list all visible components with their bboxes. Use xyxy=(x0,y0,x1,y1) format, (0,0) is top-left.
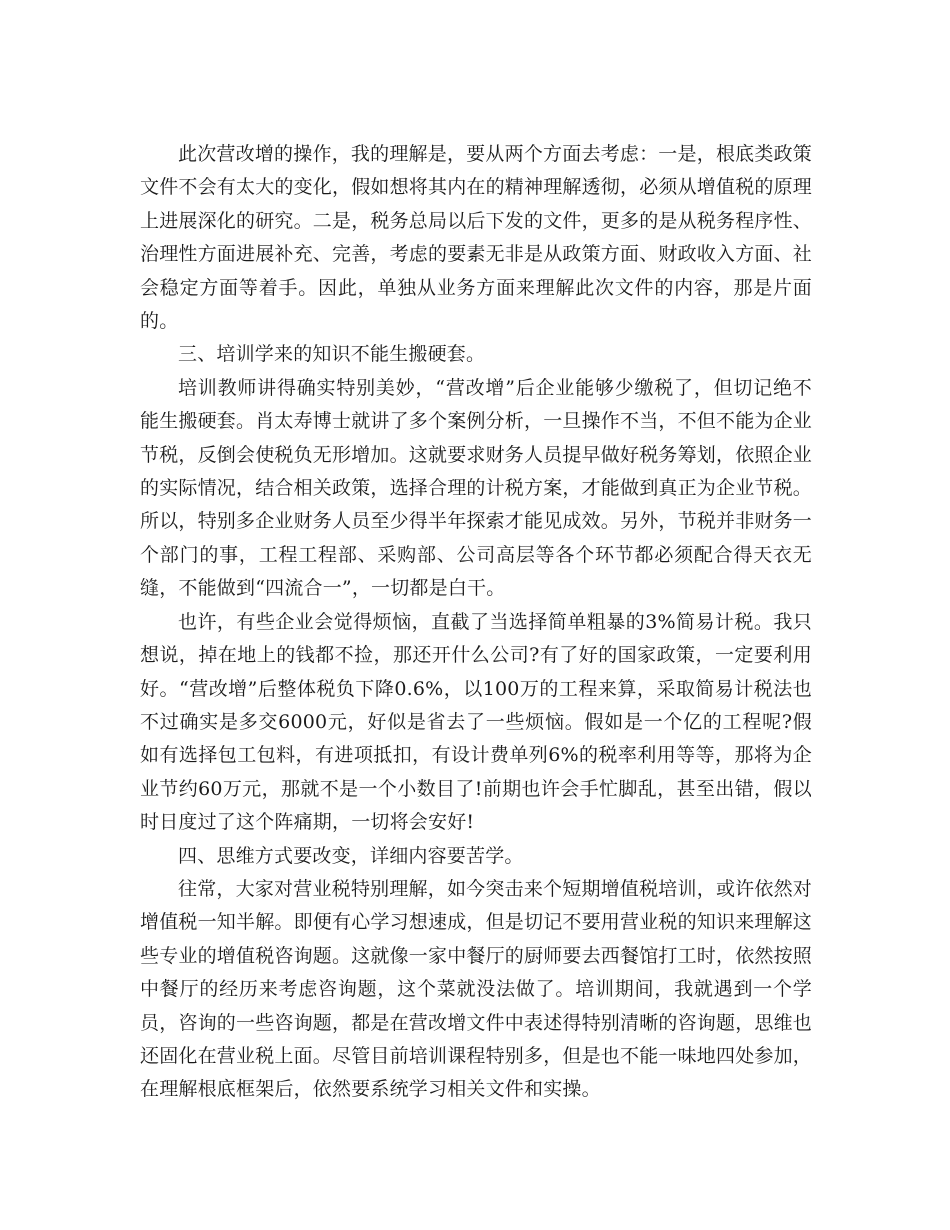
paragraph-mindset: 往常，大家对营业税特别理解，如今突击来个短期增值税培训，或许依然对增值税一知半解。即便有心学习想速成，但是切记不要用营业税的知识来理解这些专业的增值税咨询题。这就像一家中餐厅的厨师要去西餐馆打工时，依然按照中餐厅的经历来考虑咨询题，这个菜就没法做了。培训期间，我就遇到一个学员，咨询的一些咨询题，都是在营改增文件中表述得特别清晰的咨询题，思维也还固化在营业税上面。尽管目前培训课程特别多，但是也不能一味地四处参加，在理解根底框架后，依然要系统学习相关文件和实操。 xyxy=(140,877,813,1101)
section-heading-four: 四、思维方式要改变，详细内容要苦学。 xyxy=(178,844,524,867)
paragraph-simple-tax: 也许，有些企业会觉得烦恼，直截了当选择简单粗暴的3%简易计税。我只想说，掉在地上的钱都不捡，那还开什么公司?有了好的国家政策，一定要利用好。“营改增”后整体税负下降0.6%，以100万的工程来算，采取简易计税法也不过确实是多交6000元，好似是省去了一些烦恼。假如是一个亿的工程呢?假如有选择包工包料，有进项抵扣，有设计费单列6%的税率利用等等，那将为企业节约60万元，那就不是一个小数目了!前期也许会手忙脚乱，甚至出错，假以时日度过了这个阵痛期，一切将会安好! xyxy=(140,610,812,834)
section-heading-three: 三、培训学来的知识不能生搬硬套。 xyxy=(178,343,486,366)
document-page xyxy=(140,138,812,1107)
paragraph-training-teacher: 培训教师讲得确实特别美妙，“营改增”后企业能够少缴税了，但切记绝不能生搬硬套。肖太寿博士就讲了多个案例分析，一旦操作不当，不但不能为企业节税，反倒会使税负无形增加。这就要求财务人员提早做好税务筹划，依照企业的实际情况，结合相关政策，选择合理的计税方案，才能做到真正为企业节税。所以，特别多企业财务人员至少得半年探索才能见成效。另外，节税并非财务一个部门的事，工程工程部、采购部、公司高层等各个环节都必须配合得天衣无缝，不能做到“四流合一”，一切都是白干。 xyxy=(140,376,813,600)
paragraph-policy-analysis: 此次营改增的操作，我的理解是，要从两个方面去考虑：一是，根底类政策文件不会有太大的变化，假如想将其内在的精神理解透彻，必须从增值税的原理上进展深化的研究。二是，税务总局以后下发的文件，更多的是从税务程序性、治理性方面进展补充、完善，考虑的要素无非是从政策方面、财政收入方面、社会稳定方面等着手。因此，单独从业务方面来理解此次文件的内容，那是片面的。 xyxy=(140,143,813,333)
